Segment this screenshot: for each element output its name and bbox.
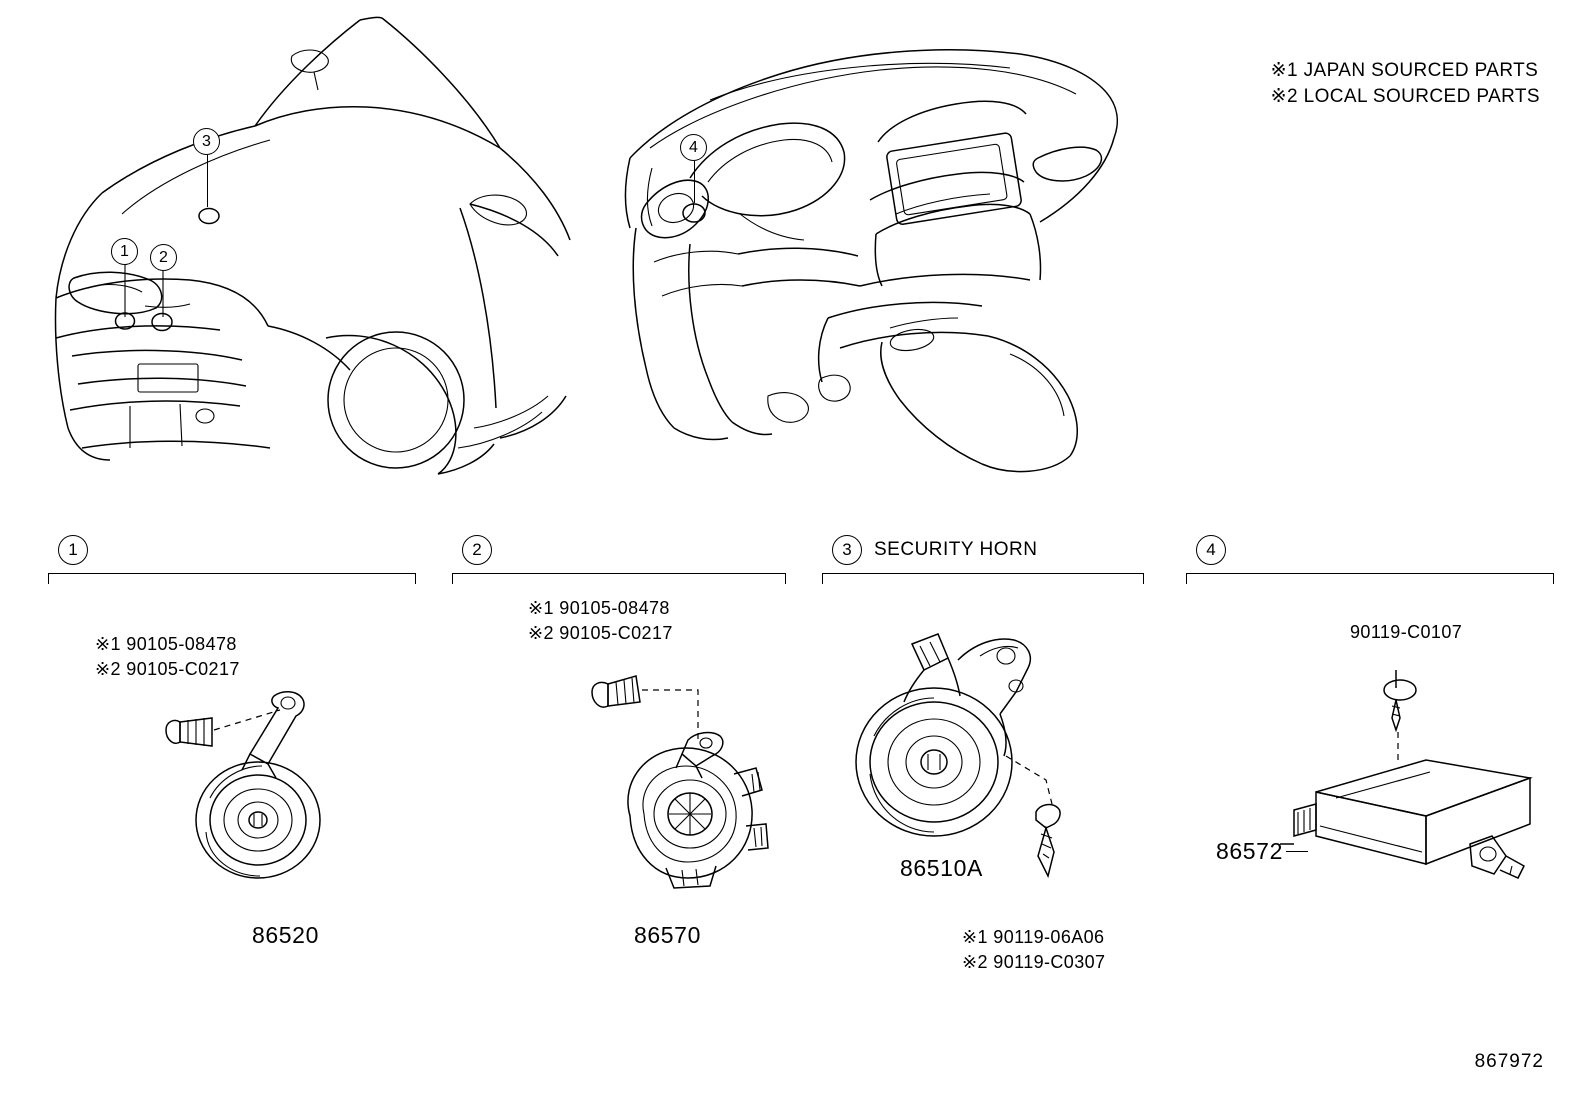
section-2-header xyxy=(462,535,504,565)
section-3-note-1-text: ※1 90119-06A06 xyxy=(962,927,1105,947)
callout-4-label: 4 xyxy=(689,138,698,156)
callout-1-label: 1 xyxy=(120,242,129,260)
legend-line-japan: ※1 JAPAN SOURCED PARTS xyxy=(1270,60,1539,81)
section-4-bracket xyxy=(1186,573,1554,584)
callout-2-marker[interactable] xyxy=(150,244,177,271)
section-3-title: SECURITY HORN xyxy=(874,539,1038,560)
section-1-number xyxy=(58,535,88,565)
section-3-note-2-text: ※2 90119-C0307 xyxy=(962,952,1106,972)
section-1-header xyxy=(58,535,100,565)
section-3-number xyxy=(832,535,862,565)
callout-1-marker[interactable] xyxy=(111,238,138,265)
section-4-note-1 xyxy=(1350,620,1462,645)
section-1-part-number: 86520 xyxy=(252,922,319,948)
section-3-bracket xyxy=(822,573,1144,584)
section-3-number-label: 3 xyxy=(842,540,852,559)
section-2-note-1 xyxy=(528,596,673,646)
callout-3-target xyxy=(198,205,220,227)
section-1-note-1-text: ※1 90105-08478 xyxy=(95,634,237,654)
section-1-number-label: 1 xyxy=(68,540,78,559)
section-4-ecu-illustration xyxy=(1280,660,1570,920)
callout-1-target xyxy=(114,310,136,332)
section-2-note-1-text: ※1 90105-08478 xyxy=(528,598,670,618)
callout-2-label: 2 xyxy=(159,248,168,266)
figure-number: 867972 xyxy=(1474,1051,1544,1072)
callout-4-target xyxy=(681,200,707,226)
section-2-part-number: 86570 xyxy=(634,922,701,948)
section-3-horn-illustration xyxy=(840,594,1160,884)
section-3-note-1 xyxy=(962,925,1105,975)
section-4-number xyxy=(1196,535,1226,565)
section-2-horn-illustration xyxy=(570,656,870,916)
section-2-number xyxy=(462,535,492,565)
section-4-note-1-text: 90119-C0107 xyxy=(1350,622,1463,642)
callout-3-marker[interactable] xyxy=(193,128,220,155)
callout-3-label: 3 xyxy=(202,132,211,150)
callout-4-marker[interactable] xyxy=(680,134,707,161)
dashboard-illustration xyxy=(590,18,1150,488)
section-4-part-leader xyxy=(1286,851,1308,852)
section-2-note-2-text: ※2 90105-C0217 xyxy=(528,623,673,643)
callout-3-leader xyxy=(207,155,208,207)
section-2-bracket xyxy=(452,573,786,584)
callout-2-target xyxy=(150,310,174,334)
section-1-note-2-text: ※2 90105-C0217 xyxy=(95,659,240,679)
section-4-part-number: 86572 xyxy=(1216,838,1283,864)
callout-4-leader xyxy=(694,161,695,203)
sourcing-legend xyxy=(1271,58,1540,110)
legend-line-local: ※2 LOCAL SOURCED PARTS xyxy=(1270,86,1540,107)
section-4-number-label: 4 xyxy=(1206,540,1216,559)
section-1-bracket xyxy=(48,573,416,584)
section-4-header xyxy=(1196,535,1238,565)
section-3-part-number: 86510A xyxy=(900,855,983,881)
section-1-horn-illustration xyxy=(150,672,450,922)
section-2-number-label: 2 xyxy=(472,540,482,559)
section-3-header xyxy=(832,535,1037,565)
